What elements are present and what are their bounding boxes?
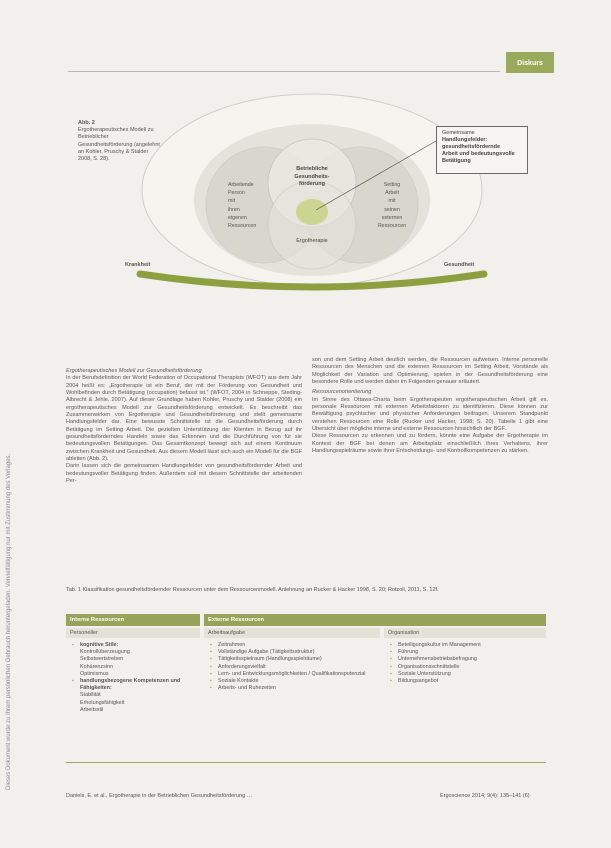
paragraph: In der Berufsdefinition der World Federation of Occupational Therapists (WFOT) aus dem Jahr 2004 heißt es: „Ergotherapie ist ein Beruf, der mit der Förderung von Gesundheit und Wohlbefinden durch Betätigung (occupation) befasst ist.“ (WFOT, 2004 in Schneppe, Steding-Albrecht & Jehle, 2007). Auf dieser Grundlage haben Kohler, Pruschy und Stalder (2008) ein ergotherapeutisches Modell zur Gesundheitsförderung entwickelt. Es beschreibt das Zusammenwirken von Ergotherapie und Gesundheitsförderung und stellt gemeinsame Handlungsfelder dar. Eine bewusste Schnittstelle ist die Gesundheitsförderung durch Betätigung im Setting Arbeit. Die gezielten Unterstützung der Klienten in Bezug auf ihr gesundheitsförderndes Handeln sowie das Erkennen und die Durchführung von für sie bedeutungsvollen Betätigungen. Das Gesamtkonzept bewegt sich auf einem Kontinuum zwischen Krankheit und Gesundheit. Aus diesem Modell lässt sich auch ein Modell für die BGF ableiten (Abb. 2). (66, 375, 302, 463)
circle-bgf-line: Gesundheits- (294, 173, 330, 180)
subheading: Ergotherapeutisches Modell zur Gesundheitsförderung (66, 368, 202, 374)
box-line: Gemeinsame (442, 130, 475, 136)
section-tag: Diskurs (506, 52, 554, 73)
table-item: ▪ Zeitrahmen (218, 642, 380, 649)
table-item: ▪ Vollständige Aufgabe (Tätigkeitsstruktur) (218, 649, 380, 656)
table-caption: Tab. 1 Klassifikation gesundheitsfördernder Ressourcen unter dem Ressourcenmodell. Anlehnung an Rucker & Hacker 1998, S. 20; Rotzoll, 2011, S. 12f. (66, 587, 439, 593)
circle-setting-line: Arbeit (385, 190, 399, 197)
box-line: Arbeit und bedeutungsvolle (442, 151, 515, 157)
circle-person-line: Ressourcen (228, 223, 257, 230)
circle-person-line: Person (228, 190, 245, 197)
paragraph: son und dem Setting Arbeit deutlich werden, die Ressourcen aufweisen. Interne personelle Ressourcen des Menschen und die externen Ressourcen im Setting Arbeit, Vorstände als Möglichkeit der Variation und Optimierung, spielen in der Gesundheitsförderung eine besondere Rolle und werden daher im Folgenden genauer erläutert. (312, 357, 548, 386)
table-subitem: Kohärenzsinn (80, 663, 113, 670)
circle-setting-line: Setting (383, 182, 401, 188)
circle-person-label (228, 181, 268, 230)
footer-citation: Daniels, E. et al., Ergotherapie in der Betrieblichen Gesundheitsförderung … (66, 793, 253, 799)
circle-setting-line: Ressourcen (377, 223, 407, 230)
table-head-external: Externe Ressourcen (204, 614, 546, 626)
table-col-organisation (388, 642, 544, 685)
body-column-left (66, 368, 302, 486)
circle-bgf-line: Betriebliche (296, 166, 328, 172)
subhead-task: Arbeitsaufgabe (204, 628, 380, 638)
circle-setting-line: seinen (384, 206, 400, 213)
box-line: Handlungsfelder: (442, 137, 488, 143)
table-item: ▪ Anforderungsvielfalt (218, 664, 380, 671)
box-line: gesundheitsfördernde (442, 144, 501, 150)
subhead-person: Personeller (66, 628, 200, 638)
intersection-highlight (296, 199, 328, 225)
circle-person-line: Arbeitende (228, 182, 254, 188)
paragraph: Darin lassen sich die gemeinsamen Handlungsfelder von gesundheitsfördernder Arbeit und bedeutungsvoller Betätigung finden. Außerdem soll mit diesem Schnittstelle der arbeitenden Per- (66, 463, 302, 485)
table-col-internal (70, 642, 200, 714)
shared-fields-box (436, 126, 528, 174)
label-gesundheit: Gesundheit (444, 262, 475, 268)
table-item: ▪ handlungsbezogene Kompetenzen und Fähigkeiten: (80, 678, 200, 692)
circle-setting-line: externen (381, 214, 403, 221)
table-subitem: Stabilität (80, 692, 101, 699)
table-item: ▪ Bildungsangebot (398, 678, 544, 685)
body-column-right (312, 357, 548, 455)
label-krankheit: Krankheit (125, 262, 151, 268)
paragraph: Im Sinne des Ottawa-Charta beim Ergotherapeuten ergotherapeutischen Arbeit gilt es, personale Ressourcen mit externen Arbeitsfaktoren zu identifizieren. Diese können zur Bewältigung psychischer und physischer Anforderungen beitragen. Unserem Standpunkt verstehen Ressourcen eine Rolle (Rucker und Hacker, 1998; S. 20). Tabelle 1 gibt eine Übersicht über mögliche interne und externe Ressourcen hinsichtlich der BGF. (312, 396, 548, 433)
table-item: ▪ kognitive Stile: (80, 642, 200, 649)
side-text: Dieses Dokument wurde zu Ihrem persönlichen Gebrauch heruntergeladen. Vervielfältigung nur mit Zustimmung des Verlages. (6, 453, 12, 790)
table-item: ▪ Tätigkeitsspielraum (Handlungsspielräume) (218, 656, 380, 663)
circle-ergotherapy-label: Ergotherapie (296, 238, 328, 244)
circle-person-line: ihren (228, 206, 240, 213)
box-line: Betätigung (442, 158, 471, 164)
circle-bgf-line: förderung (299, 181, 325, 187)
table-subitem: Selbstwertstreben (80, 656, 124, 663)
table-col-task (208, 642, 380, 692)
table-item: ▪ Lern- und Entwicklungsmöglichkeiten / Qualifikationspotenzial (218, 671, 380, 678)
subhead-organisation: Organisation (384, 628, 546, 638)
paragraph: Diese Ressourcen zu erkennen und zu fördern, könnte eine Aufgabe der Ergotherapie im Kontext der BGF bei denen am Arbeitsplatz einschließlich ihres Verhaltens, ihrer Handlungsspielräume sowie ihrer Entscheidungs- und Kontrollkompetenzen zu stärken. (312, 433, 548, 455)
table-item: ▪ Unternehmensbetriebsbefragung (398, 656, 544, 663)
figure-caption-body: Ergotherapeutisches Modell zu Betrieblicher Gesundheitsförderung (angelehnt an Kohler, Pruschy & Stalder 2008, S. 28). (78, 127, 160, 163)
table-subitem: Kontrollüberzeugung (80, 649, 130, 656)
table-item: ▪ Organisationsschnittstelle (398, 664, 544, 671)
table-subitem: Erholungsfähigkeit (80, 699, 125, 706)
table-subitem: Arbeitsstil (80, 706, 104, 713)
circle-setting-line: mit (388, 198, 396, 205)
circle-setting-label (372, 181, 412, 230)
table-item: ▪ Soziale Kontakte (218, 678, 380, 685)
circle-person-line: mit (228, 198, 236, 205)
table-head-internal: Interne Ressourcen (66, 614, 200, 626)
table-item: ▪ Arbeits- und Ruhezeiten (218, 685, 380, 692)
circle-bgf-label (284, 166, 340, 189)
table-subitem: Optimismus (80, 670, 109, 677)
footer-journal: Ergoscience 2014; 9(4): 135–141 (6) (440, 793, 530, 799)
table-item: ▪ Beteiligungskultur im Management (398, 642, 544, 649)
resource-table (66, 614, 546, 766)
table-item: ▪ Führung (398, 649, 544, 656)
subheading: Ressourcenorientierung (312, 389, 372, 396)
table-bottom-rule (66, 762, 546, 763)
table-item: ▪ Soziale Unterstützung (398, 671, 544, 678)
figure-caption-title: Abb. 2 (78, 120, 95, 126)
circle-person-line: eigenen (228, 214, 247, 221)
